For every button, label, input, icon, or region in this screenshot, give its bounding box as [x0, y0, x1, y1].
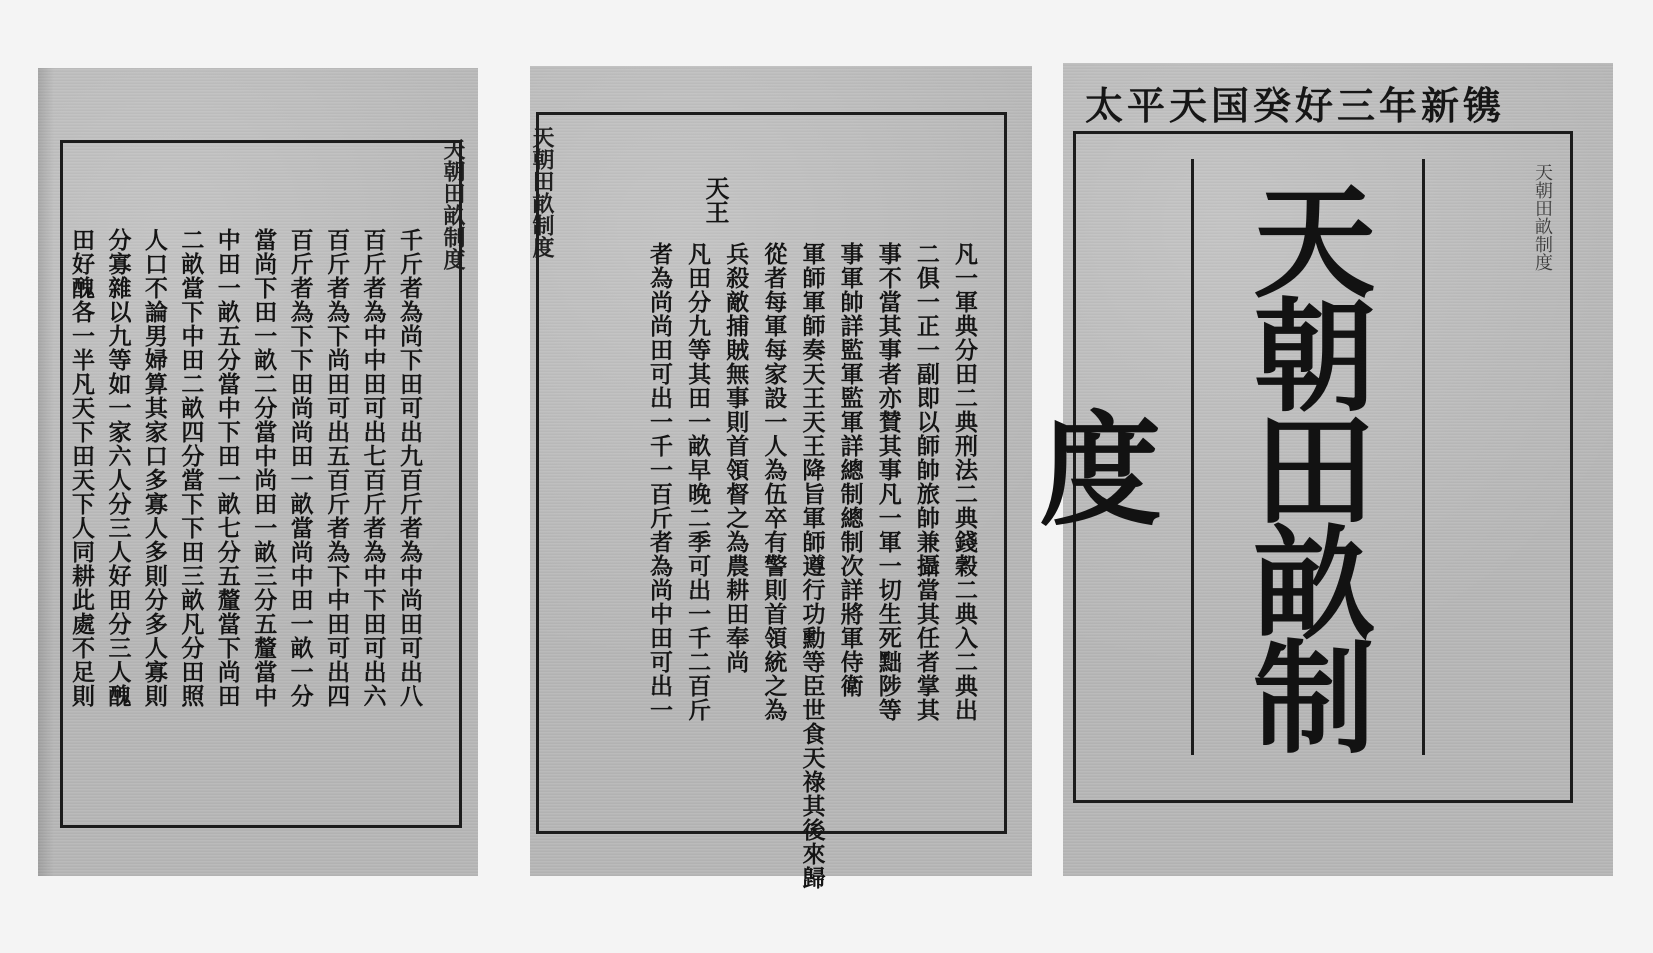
text-column: 人口不論男婦算其家口多寡人多則分多人寡則	[140, 228, 168, 708]
middle-page	[529, 66, 1032, 890]
cover-header-text: 太平天国癸好三年新镌	[1085, 82, 1506, 128]
text-column: 軍師軍師奏天王天王降旨軍師遵行功勳等臣世食天祿其後來歸	[798, 242, 826, 890]
left-page	[38, 68, 478, 876]
text-column: 二俱一正一副即以師帥旅帥兼攝當其任者掌其	[912, 242, 940, 722]
text-column: 田好醜各一半凡天下田天下人同耕此處不足則	[68, 228, 95, 708]
text-column: 從者每軍每家設一人為伍卒有警則首領統之為	[760, 242, 788, 722]
text-column: 事軍帥詳監軍監軍詳總制總制次詳將軍侍衛	[836, 242, 864, 698]
text-column: 千斤者為尚下田可出九百斤者為中尚田可出八	[395, 228, 423, 708]
cover-header	[1085, 77, 1591, 127]
cover-title: 天朝田畝制度	[1019, 178, 1377, 748]
middle-page-margin-title: 天朝田畝制度	[529, 126, 555, 258]
text-column: 凡田分九等其田一畝早晚二季可出一千二百斤	[684, 242, 712, 722]
cover-page	[1019, 63, 1613, 876]
text-column: 事不當其事者亦賛其事凡一軍一切生死黜陟等	[874, 242, 902, 722]
text-column: 者為尚尚田可出一千一百斤者為尚中田可出一	[646, 242, 673, 722]
text-column: 分寡雜以九等如一家六人分三人好田分三人醜	[104, 228, 132, 708]
text-column: 兵殺敵捕賊無事則首領督之為農耕田奉尚	[722, 242, 750, 674]
text-column: 百斤者為下下田尚尚田一畝當尚中田一畝一分	[286, 228, 314, 708]
page-edge-shadow	[38, 68, 54, 876]
text-column: 百斤者為下尚田可出五百斤者為下中田可出四	[323, 228, 351, 708]
cover-margin-text: 天朝田畝制度	[1532, 163, 1553, 271]
text-column: 中田一畝五分當中下田一畝七分五釐當下尚田	[213, 228, 241, 708]
text-column: 當尚下田一畝二分當中尚田一畝三分五釐當中	[250, 228, 278, 708]
left-page-margin-title: 天朝田畝制度	[440, 138, 466, 270]
text-column: 百斤者為中中田可出七百斤者為中下田可出六	[359, 228, 387, 708]
middle-page-text	[646, 242, 978, 890]
honorific-heading: 天王	[701, 176, 730, 224]
text-column: 二畝當下中田二畝四分當下下田三畝凡分田照	[177, 228, 205, 708]
left-page-text	[68, 228, 423, 824]
text-column: 凡一軍典分田二典刑法二典錢穀二典入二典出	[951, 242, 978, 722]
